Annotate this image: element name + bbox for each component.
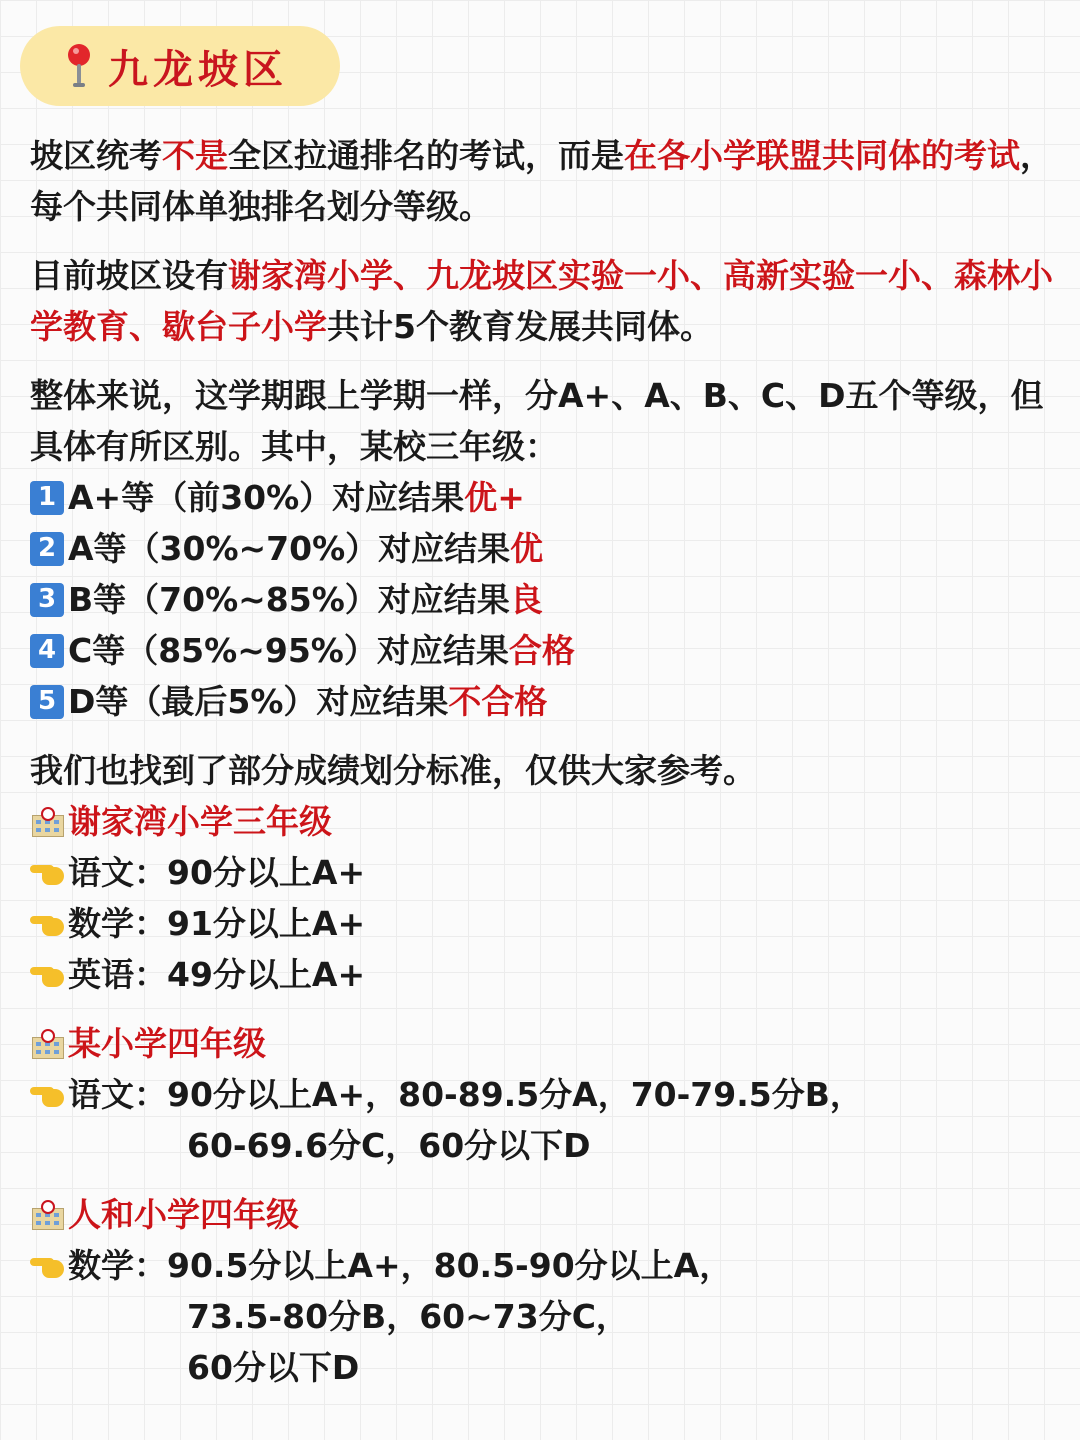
main-content [30, 130, 1060, 1393]
school-icon [30, 807, 66, 837]
grade-text: D等（最后5%）对应结果 [68, 682, 449, 721]
score-line-continued: 60分以下D [187, 1348, 360, 1387]
grade-list [30, 472, 1060, 727]
score-line [30, 949, 1060, 1000]
school-name: 人和小学四年级 [68, 1195, 299, 1234]
score-text: 语文：90分以上A+，80-89.5分A，70-79.5分B， [68, 1075, 863, 1114]
grade-item [30, 676, 1060, 727]
grade-text: C等（85%~95%）对应结果 [68, 631, 509, 670]
grade-result: 优+ [464, 478, 525, 517]
pointing-hand-icon [30, 1083, 66, 1107]
text: 全区拉通排名的考试，而是 [228, 136, 624, 175]
pointing-hand-icon [30, 963, 66, 987]
page-title: 九龙坡区 [108, 46, 288, 93]
score-line [30, 898, 1060, 949]
score-line [30, 847, 1060, 898]
school-heading [30, 796, 1060, 847]
highlight: 不是 [162, 136, 228, 175]
number-3-icon: 3 [30, 583, 64, 617]
reference-intro: 我们也找到了部分成绩划分标准，仅供大家参考。 [30, 751, 756, 790]
grade-text: A等（30%~70%）对应结果 [68, 529, 511, 568]
text: 坡区统考 [30, 136, 162, 175]
grade-item [30, 523, 1060, 574]
school-section [30, 1189, 1060, 1393]
number-5-icon: 5 [30, 685, 64, 719]
grade-result: 优 [510, 529, 544, 568]
school-icon [30, 1200, 66, 1230]
text: ，每个共同体单独排名划分等级。 [30, 136, 1053, 226]
text: 目前坡区设有 [30, 256, 228, 295]
school-name: 谢家湾小学三年级 [68, 802, 332, 841]
grade-result: 不合格 [448, 682, 548, 721]
score-line-continued: 73.5-80分B，60~73分C， [187, 1297, 629, 1336]
grade-result: 良 [509, 580, 543, 619]
school-icon [30, 1029, 66, 1059]
intro-paragraph [30, 130, 1060, 232]
communities-paragraph [30, 250, 1060, 352]
score-text: 数学：91分以上A+ [68, 904, 366, 943]
pointing-hand-icon [30, 861, 66, 885]
school-heading [30, 1018, 1060, 1069]
school-section [30, 796, 1060, 1000]
number-4-icon: 4 [30, 634, 64, 668]
score-line [30, 1069, 1060, 1120]
score-text: 英语：49分以上A+ [68, 955, 366, 994]
score-line-continued: 60-69.6分C，60分以下D [187, 1126, 591, 1165]
score-text: 语文：90分以上A+ [68, 853, 366, 892]
overview-paragraph: 整体来说，这学期跟上学期一样，分A+、A、B、C、D五个等级，但具体有所区别。其中，某校三年级： [30, 376, 1044, 466]
pointing-hand-icon [30, 912, 66, 936]
grade-text: B等（70%~85%）对应结果 [68, 580, 510, 619]
highlight: 在各小学联盟共同体的考试 [624, 136, 1020, 175]
text: 共计5个教育发展共同体。 [327, 307, 713, 346]
highlight: 谢家湾小学、九龙坡区实验一小、高新实验一小、森林小学教育、歇台子小学 [30, 256, 1053, 346]
school-name: 某小学四年级 [68, 1024, 266, 1063]
grade-item [30, 574, 1060, 625]
pointing-hand-icon [30, 1254, 66, 1278]
score-line [30, 1240, 1060, 1291]
number-2-icon: 2 [30, 532, 64, 566]
school-heading [30, 1189, 1060, 1240]
school-section [30, 1018, 1060, 1171]
grade-item [30, 472, 1060, 523]
grade-text: A+等（前30%）对应结果 [68, 478, 465, 517]
score-text: 数学：90.5分以上A+，80.5-90分以上A， [68, 1246, 733, 1285]
grade-result: 合格 [508, 631, 575, 670]
number-1-icon: 1 [30, 481, 64, 515]
grade-item [30, 625, 1060, 676]
